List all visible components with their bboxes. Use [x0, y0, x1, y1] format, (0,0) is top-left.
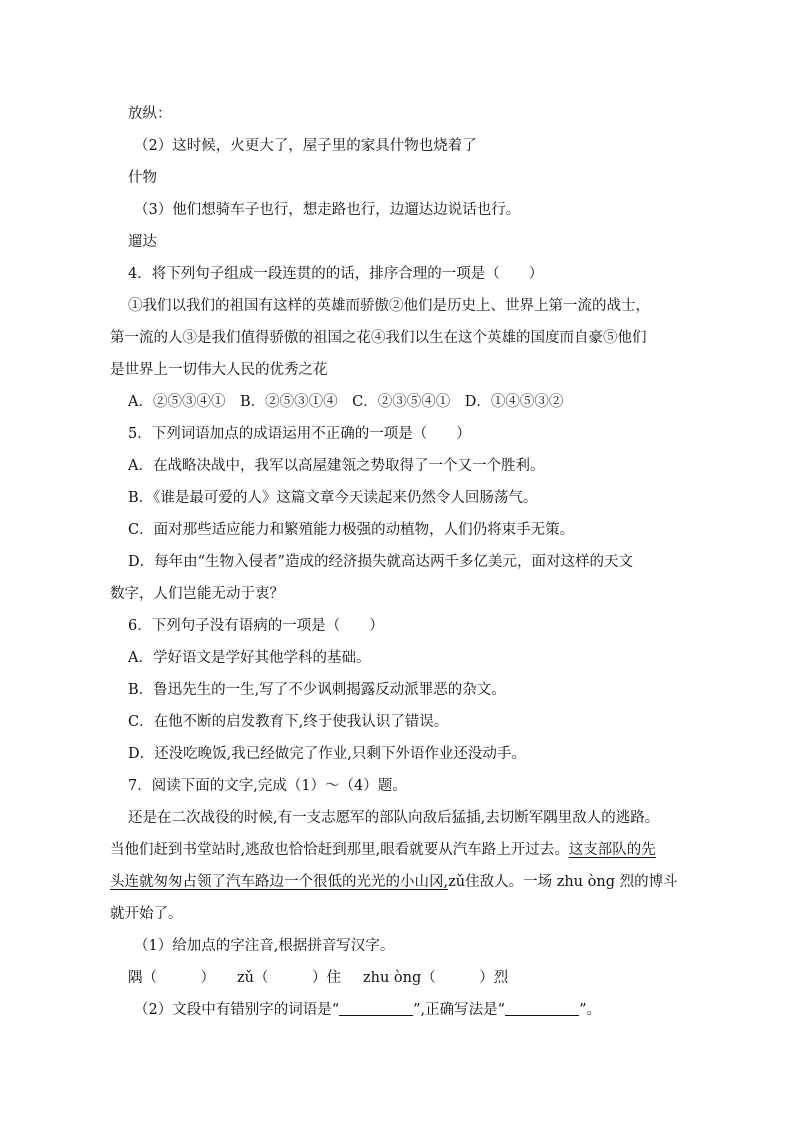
blank-item: zǔ（ ）住 — [237, 970, 341, 986]
passage-text: 当他们赶到书堂站时,逃敌也恰恰赶到那里,眼看就要从汽车路上开过去。 — [110, 842, 569, 858]
question-4-passage: 第一流的人③是我们值得骄傲的祖国之花④我们以生在这个英雄的国度而自豪⑤他们 — [110, 330, 647, 346]
passage-text: zǔ住敌人。一场 zhu òng 烈的博斗 — [448, 874, 678, 890]
question-6-option-d: D．还没吃晚饭,我已经做完了作业,只剩下外语作业还没动手。 — [128, 746, 526, 762]
text-line: （3）他们想骑车子也行，想走路也行，边遛达边说话也行。 — [134, 202, 521, 218]
blank-item: zhu òng（ ）烈 — [362, 970, 509, 986]
question-4-passage: 是世界上一切伟大人民的优秀之花 — [110, 362, 328, 378]
question-5-option-c: C．面对那些适应能力和繁殖能力极强的动植物，人们仍将束手无策。 — [128, 522, 575, 538]
question-5-option-a: A．在战略决战中，我军以高屋建瓴之势取得了一个又一个胜利。 — [128, 458, 545, 474]
question-4-options: A．②⑤③④① B．②⑤③①④ C．②③⑤④① D．①④⑤③② — [128, 394, 564, 410]
text-line: 遛达 — [128, 234, 157, 250]
question-7-passage: 就开始了。 — [110, 906, 183, 922]
question-4-passage: ①我们以我们的祖国有这样的英雄而骄傲②他们是历史上、世界上第一流的战士， — [128, 298, 650, 314]
answer-blank[interactable] — [505, 1001, 579, 1016]
question-6-option-a: A．学好语文是学好其他学科的基础。 — [128, 650, 371, 666]
question-6-option-b: B．鲁迅先生的一生,写了不少讽刺揭露反动派罪恶的杂文。 — [128, 682, 506, 698]
question-7-passage: 还是在二次战役的时候,有一支志愿军的部队向敌后猛插,去切断军隅里敌人的逃路。 — [128, 810, 660, 826]
question-7-part-1: （1）给加点的字注音,根据拼音写汉字。 — [134, 938, 395, 954]
question-7-stem: 7．阅读下面的文字,完成（1）～（4）题。 — [128, 778, 407, 794]
question-7-passage — [110, 866, 678, 898]
question-7-part-1-blanks — [128, 962, 668, 994]
question-5-option-d: D．每年由“生物入侵者”造成的经济损失就高达两千多亿美元，面对这样的天文 — [128, 554, 633, 570]
document-content — [110, 98, 678, 1026]
question-text: （2）文段中有错别字的词语是“ — [134, 1002, 340, 1018]
question-5-option-b: B．《谁是最可爱的人》这篇文章今天读起来仍然令人回肠荡气。 — [128, 490, 538, 506]
underlined-text: 这支部队的先 — [568, 842, 656, 858]
question-6-stem: 6．下列句子没有语病的一项是（ ） — [128, 618, 384, 634]
text-line: 什物 — [128, 170, 157, 186]
question-7-part-2 — [128, 994, 668, 1026]
question-text: ”,正确写法是“ — [413, 1002, 506, 1018]
question-6-option-c: C．在他不断的启发教育下,终于使我认识了错误。 — [128, 714, 449, 730]
underlined-text: 头连就匆匆占领了汽车路边一个很低的光光的小山冈, — [110, 874, 449, 890]
text-line: 放纵： — [128, 106, 172, 122]
question-7-passage — [110, 834, 668, 866]
question-5-stem: 5．下列词语加点的成语运用不正确的一项是（ ） — [128, 426, 471, 442]
blank-item: 隅（ ） — [128, 970, 215, 986]
question-text: ”。 — [579, 1002, 601, 1018]
question-5-option-d: 数字，人们岂能无动于衷？ — [110, 586, 284, 602]
question-4-stem: 4．将下列句子组成一段连贯的的话，排序合理的一项是（ ） — [128, 266, 544, 282]
answer-blank[interactable] — [339, 1001, 413, 1016]
text-line: （2）这时候，火更大了，屋子里的家具什物也烧着了 — [134, 138, 477, 154]
